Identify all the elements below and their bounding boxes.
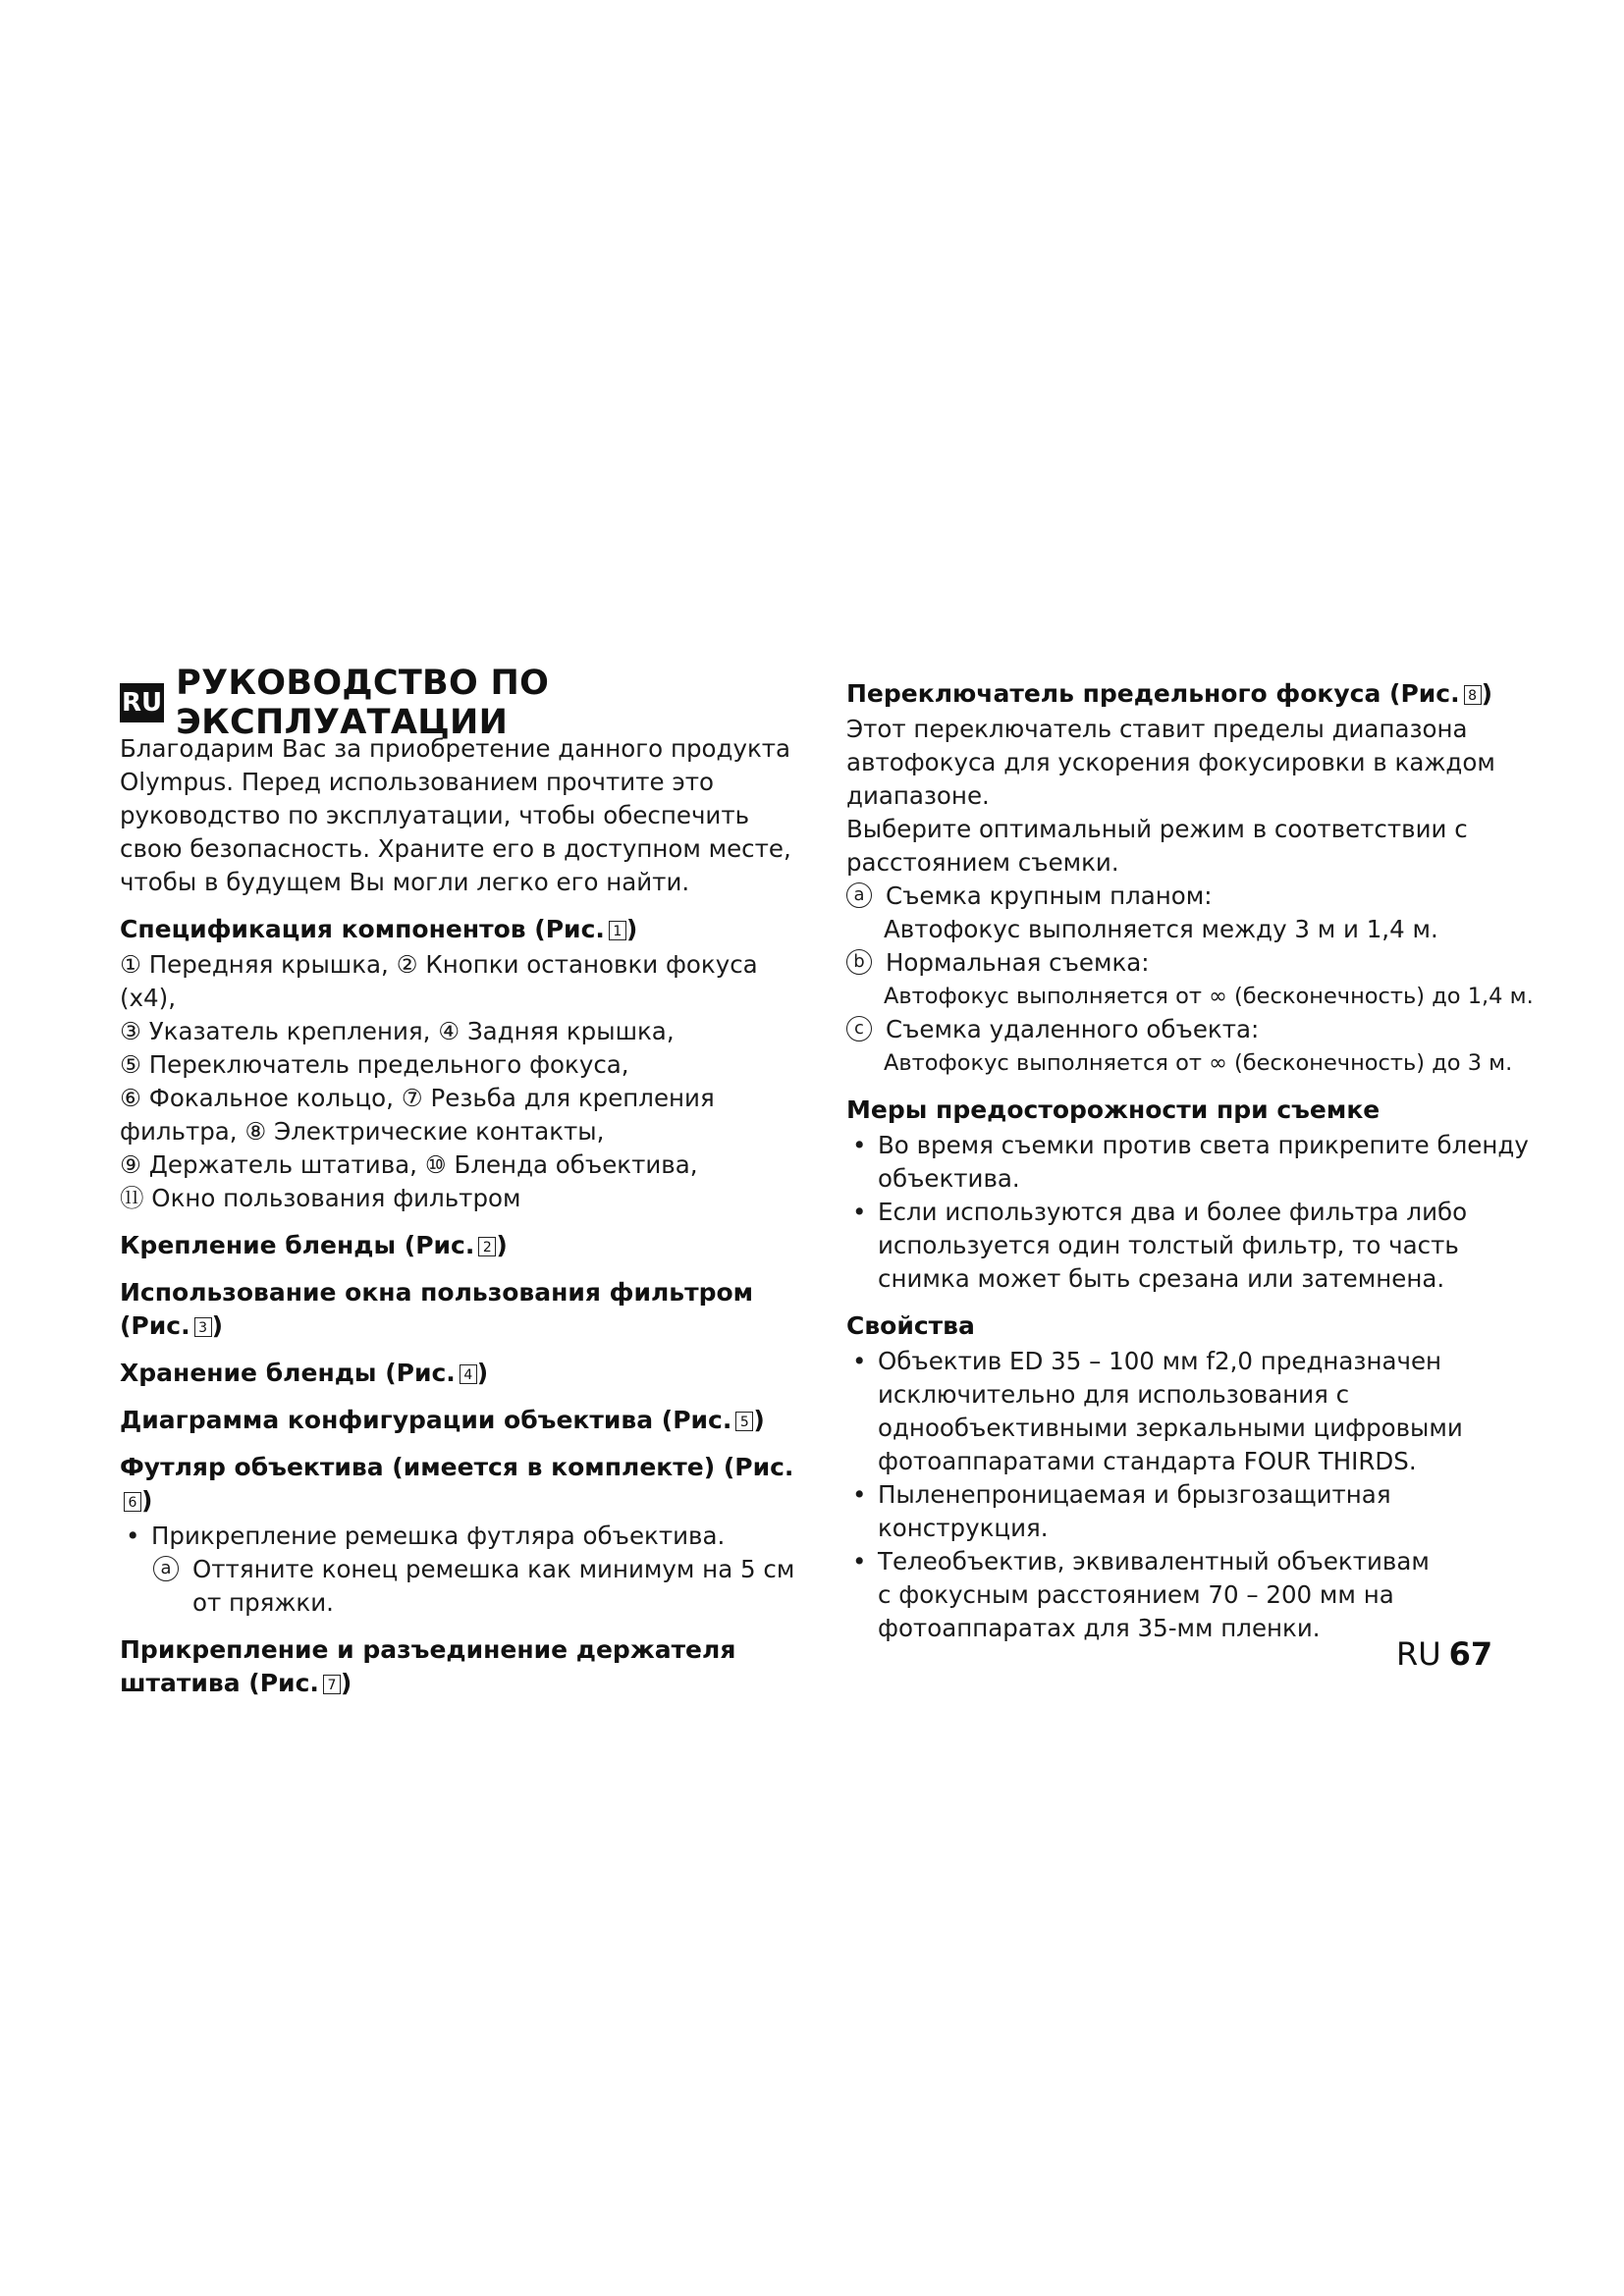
features-heading: Свойства: [846, 1311, 975, 1340]
focus-limit-text: Этот переключатель ставит пределы диапазона автофокуса для ускорения фокусировки в каждом диапазоне. Выберите оптимальный режим в соответствии с расстоянием съемки.: [846, 715, 1495, 877]
tripod-heading: Прикрепление и разъединение держателя штатива (Рис. 7 ): [120, 1635, 736, 1697]
mode-description: Автофокус выполняется от ∞ (бесконечность) до 3 м.: [884, 1050, 1513, 1076]
lens-case-heading: Футляр объектива (имеется в комплекте) (Рис.6 ): [120, 1453, 794, 1515]
list-item: • Телеобъектив, эквивалентный объективам с фокусным расстоянием 70 – 200 мм на фотоаппаратах для 35-мм пленки.: [846, 1545, 1534, 1645]
language-badge: RU: [120, 683, 164, 722]
config-diagram-heading: Диаграмма конфигурации объектива (Рис. 5 ): [120, 1406, 765, 1434]
figure-ref-icon: 1: [609, 921, 626, 940]
bullet-icon: •: [852, 1347, 867, 1375]
page-lang: RU: [1396, 1635, 1441, 1673]
right-column: [846, 677, 1534, 1645]
hood-attach-heading: Крепление бленды (Рис. 2 ): [120, 1231, 508, 1259]
list-item: • Объектив ED 35 – 100 мм f2,0 предназначен исключительно для использования с однообъективными зеркальными цифровыми фотоаппаратами стандарта FOUR THIRDS.: [846, 1345, 1534, 1478]
hood-storage-heading: Хранение бленды (Рис. 4 ): [120, 1359, 489, 1387]
page-title: [120, 664, 807, 742]
mode-item: b Нормальная съемка:: [846, 946, 1534, 980]
left-column: [120, 664, 807, 1702]
circled-letter-a-icon: a: [846, 882, 872, 908]
circled-letter-a-icon: a: [153, 1556, 179, 1581]
figure-ref-icon: 5: [735, 1412, 753, 1431]
mode-description: Автофокус выполняется от ∞ (бесконечность) до 1,4 м.: [884, 984, 1534, 1009]
precautions-heading: Меры предосторожности при съемке: [846, 1095, 1380, 1124]
component-line: ⑤ Переключатель предельного фокуса,: [120, 1050, 629, 1079]
list-item: • Пыленепроницаемая и брызгозащитная конструкция.: [846, 1478, 1534, 1545]
figure-ref-icon: 7: [323, 1675, 341, 1694]
figure-ref-icon: 8: [1464, 685, 1482, 705]
bullet-icon: •: [852, 1480, 867, 1509]
list-item: • Если используются два и более фильтра либо используется один толстый фильтр, то часть снимка может быть срезана или затемнена.: [846, 1196, 1534, 1296]
figure-ref-icon: 3: [194, 1317, 212, 1337]
mode-item: c Съемка удаленного объекта:: [846, 1013, 1534, 1046]
component-line: ⑥ Фокальное кольцо, ⑦ Резьба для крепления: [120, 1084, 715, 1112]
component-line: ③ Указатель крепления, ④ Задняя крышка,: [120, 1017, 675, 1045]
intro-paragraph: Благодарим Вас за приобретение данного продукта Olympus. Перед использованием прочтите это руководство по эксплуатации, чтобы обеспечить свою безопасность. Храните его в доступном месте, чтобы в будущем Вы могли легко его найти.: [120, 734, 791, 896]
page-number: [1396, 1635, 1492, 1673]
circled-letter-c-icon: c: [846, 1016, 872, 1041]
filter-window-heading: Использование окна пользования фильтром (Рис. 3 ): [120, 1278, 754, 1340]
list-item: • Прикрепление ремешка футляра объектива.: [120, 1520, 807, 1553]
page-num: 67: [1448, 1635, 1493, 1673]
bullet-icon: •: [852, 1198, 867, 1226]
component-line: фильтра, ⑧ Электрические контакты,: [120, 1117, 605, 1146]
bullet-icon: •: [126, 1522, 140, 1550]
circled-letter-b-icon: b: [846, 949, 872, 975]
components-heading: Спецификация компонентов (Рис. 1 ): [120, 915, 638, 943]
focus-limit-heading: Переключатель предельного фокуса (Рис. 8 ): [846, 679, 1493, 708]
mode-description: Автофокус выполняется между 3 м и 1,4 м.: [884, 915, 1438, 943]
title-text: РУКОВОДСТВО ПО ЭКСПЛУАТАЦИИ: [176, 664, 550, 742]
figure-ref-icon: 2: [478, 1237, 496, 1256]
figure-ref-icon: 6: [124, 1492, 141, 1512]
component-line: ⑪ Окно пользования фильтром: [120, 1184, 521, 1212]
figure-ref-icon: 4: [460, 1364, 477, 1384]
bullet-icon: •: [852, 1547, 867, 1575]
strap-step: a Оттяните конец ремешка как минимум на 5 см от пряжки.: [120, 1553, 807, 1620]
mode-item: a Съемка крупным планом:: [846, 880, 1534, 913]
bullet-icon: •: [852, 1131, 867, 1159]
component-line: ① Передняя крышка, ② Кнопки остановки фокуса (x4),: [120, 950, 758, 1012]
list-item: • Во время съемки против света прикрепите бленду объектива.: [846, 1129, 1534, 1196]
component-line: ⑨ Держатель штатива, ⑩ Бленда объектива,: [120, 1150, 698, 1179]
